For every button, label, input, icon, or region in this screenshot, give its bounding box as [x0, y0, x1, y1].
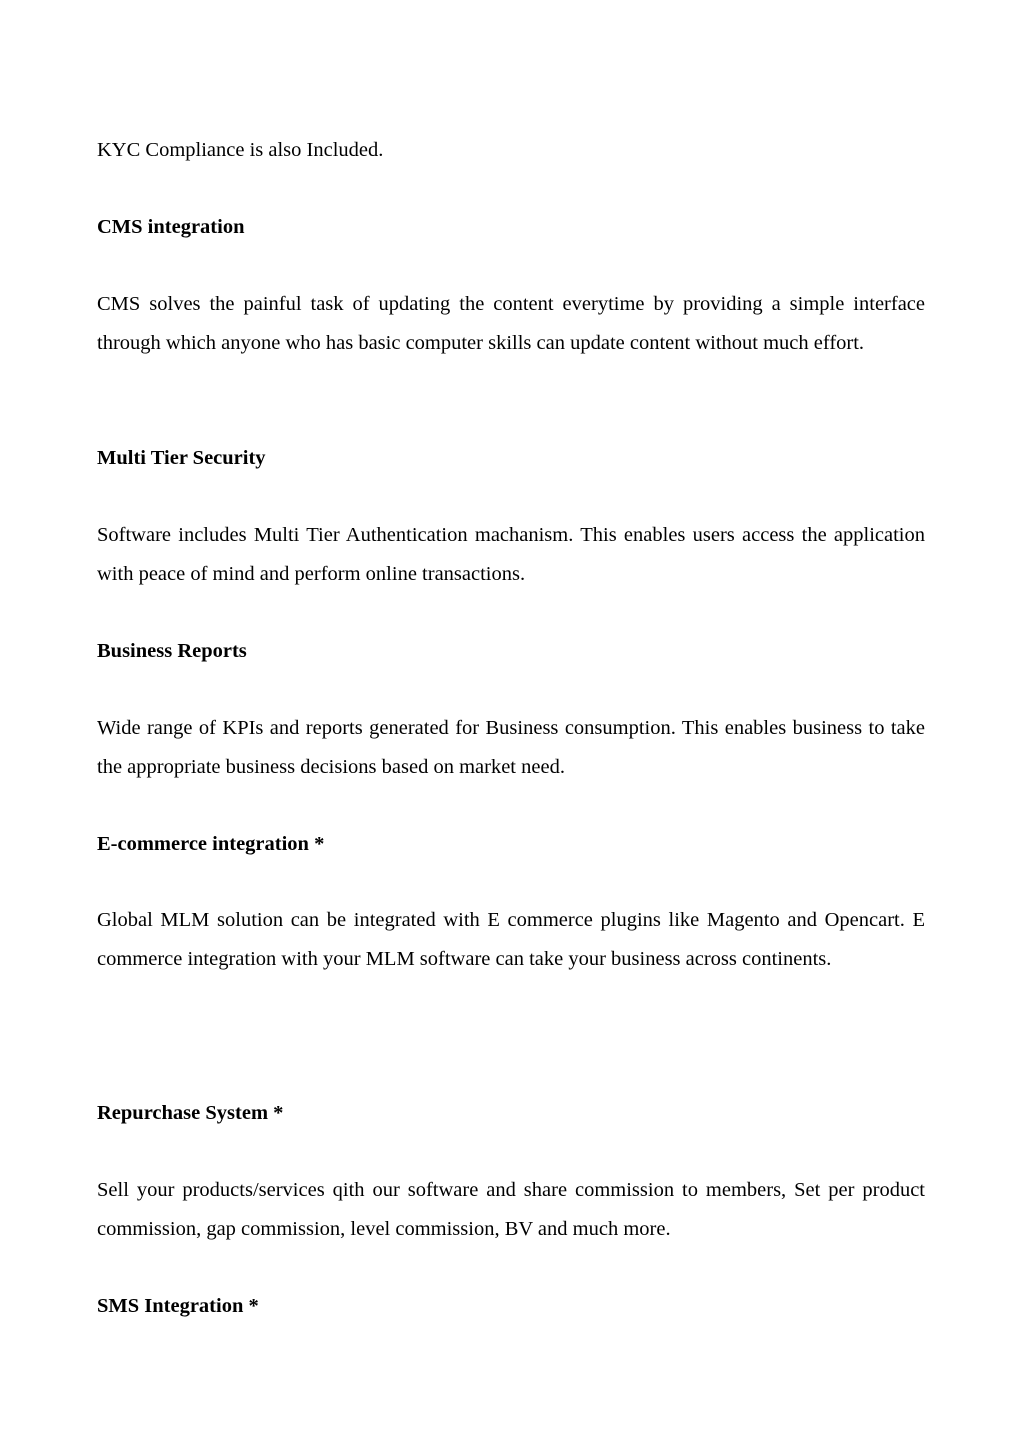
section-heading-ecommerce-integration: E-commerce integration *	[97, 833, 325, 855]
section-body-cms-integration: CMS solves the painful task of updating the content everytime by providing a simple interface through which anyone who has basic computer skills can update content without much effort.	[97, 293, 925, 354]
intro-paragraph: KYC Compliance is also Included.	[97, 139, 384, 161]
section-body-business-reports: Wide range of KPIs and reports generated for Business consumption. This enables business to take the appropriate business decisions based on market need.	[97, 717, 925, 778]
section-heading-repurchase-system: Repurchase System *	[97, 1102, 284, 1124]
section-body-repurchase-system: Sell your products/services qith our software and share commission to members, Set per product commission, gap commission, level commission, BV and much more.	[97, 1179, 925, 1240]
section-body-multi-tier-security: Software includes Multi Tier Authentication machanism. This enables users access the application with peace of mind and perform online transactions.	[97, 524, 925, 585]
section-heading-multi-tier-security: Multi Tier Security	[97, 447, 266, 469]
section-heading-cms-integration: CMS integration	[97, 216, 245, 238]
section-heading-business-reports: Business Reports	[97, 640, 247, 662]
section-heading-sms-integration: SMS Integration *	[97, 1295, 259, 1317]
section-body-ecommerce-integration: Global MLM solution can be integrated with E commerce plugins like Magento and Opencart. E commerce integration with your MLM software can take your business across continents.	[97, 909, 925, 970]
